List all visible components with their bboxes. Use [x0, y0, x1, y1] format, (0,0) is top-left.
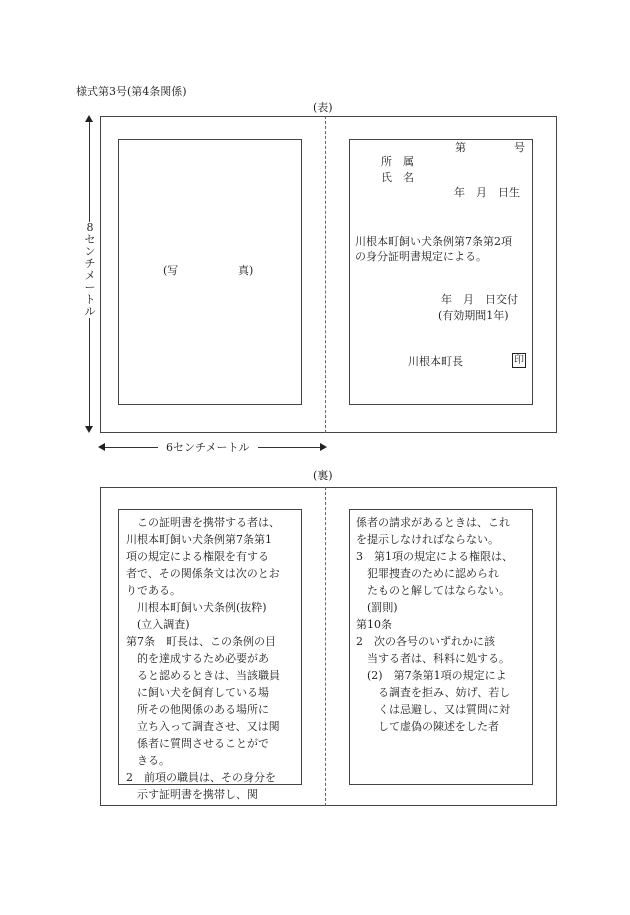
text-line: くは忌避し、又は質問に対 — [356, 703, 510, 716]
issuer-label: 川根本町長 — [408, 355, 463, 368]
back-label: (裏) — [313, 469, 333, 482]
seal-stamp: 印 — [514, 355, 524, 366]
birth-date-label: 年 月 日生 — [454, 186, 520, 199]
text-line: 第7条 町長は、この条例の目 — [126, 635, 276, 648]
text-line: 第10条 — [356, 618, 392, 631]
text-line: 的を達成するため必要があ — [126, 652, 269, 665]
text-line: ると認めるときは、当該職員 — [126, 669, 280, 682]
form-title: 様式第3号(第4条関係) — [76, 85, 187, 98]
affiliation-label: 所 属 — [381, 155, 414, 168]
text-line: 者で、その関係条文は次のとお — [126, 567, 280, 580]
text-line: 立ち入って調査させ、又は関 — [126, 720, 280, 733]
front-fold-line — [325, 116, 326, 433]
arrow-right-icon — [320, 443, 327, 451]
text-line: 川根本町飼い犬条例(抜粋) — [126, 601, 267, 614]
photo-label-right: 真) — [238, 264, 254, 277]
text-line: 3 第1項の規定による権限は、 — [356, 550, 513, 563]
arrow-left-icon — [98, 443, 105, 451]
text-line: 2 次の各号のいずれかに該 — [356, 635, 495, 648]
text-line: 係者の請求があるときは、これ — [356, 516, 510, 529]
front-label: (表) — [313, 101, 333, 114]
statement-line-2: の身分証明書規定による。 — [355, 250, 487, 263]
photo-label-left: (写 — [163, 264, 179, 277]
text-line: 犯罪捜査のために認められ — [356, 567, 499, 580]
text-line: りである。 — [126, 584, 181, 597]
back-right-text — [356, 514, 513, 735]
number-prefix: 第 — [455, 141, 466, 154]
text-line: 係者に質問させることがで — [126, 737, 269, 750]
width-dimension-label: 6センチメートル — [158, 442, 258, 453]
photo-frame — [118, 139, 302, 405]
height-dimension-label: 8センチメートル — [84, 221, 96, 318]
text-line: 当する者は、科料に処する。 — [356, 652, 510, 665]
validity-label: (有効期間1年) — [438, 309, 509, 322]
text-line: 示す証明書を携帯し、関 — [126, 788, 258, 801]
text-line: る調査を拒み、妨げ、若し — [356, 686, 511, 699]
name-label: 氏 名 — [381, 171, 414, 184]
text-line: 項の規定による権限を有する — [126, 550, 269, 563]
text-line: この証明書を携帯する者は、 — [126, 516, 280, 529]
text-line: 2 前項の職員は、その身分を — [126, 771, 276, 784]
text-line: たものと解してはならない。 — [356, 584, 510, 597]
arrow-up-icon — [85, 115, 93, 122]
text-line: (罰則) — [356, 601, 398, 614]
back-left-text — [126, 514, 280, 803]
statement-line-1: 川根本町飼い犬条例第7条第2項 — [355, 235, 512, 248]
text-line: きる。 — [126, 754, 170, 767]
text-line: (立入調査) — [126, 618, 190, 631]
text-line: して虚偽の陳述をした者 — [356, 720, 499, 733]
text-line: を提示しなければならない。 — [356, 533, 499, 546]
arrow-down-icon — [85, 426, 93, 433]
number-suffix: 号 — [514, 141, 525, 154]
text-line: 川根本町飼い犬条例第7条第1 — [126, 533, 272, 546]
text-line: に飼い犬を飼育している場 — [126, 686, 269, 699]
back-fold-line — [325, 487, 326, 806]
issue-date-label: 年 月 日交付 — [441, 293, 518, 306]
text-line: (2) 第7条第1項の規定によ — [356, 669, 507, 682]
text-line: 所その他関係のある場所に — [126, 703, 269, 716]
